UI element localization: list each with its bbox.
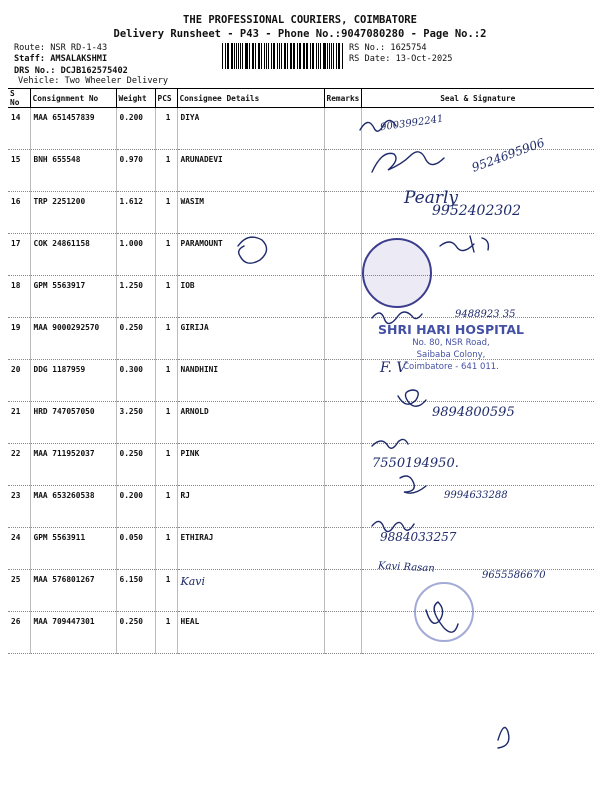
cell-pcs: 1	[155, 318, 177, 360]
hw-phone-23: 9994633288	[444, 490, 508, 501]
cell-sno: 24	[8, 528, 30, 570]
cell-weight: 0.200	[116, 108, 155, 150]
hospital-address-2: Saibaba Colony,	[416, 350, 486, 360]
signature-17b	[440, 236, 488, 252]
cell-pcs: 1	[155, 570, 177, 612]
cell-sno: 20	[8, 360, 30, 402]
signature-23	[400, 476, 426, 493]
cell-name: WASIM	[177, 192, 324, 234]
col-pcs: PCS	[155, 89, 177, 108]
hw-phone-22: 7550194950.	[372, 456, 459, 471]
cell-weight: 6.150	[116, 570, 155, 612]
cell-cons: MAA 653260538	[30, 486, 116, 528]
cell-name: PINK	[177, 444, 324, 486]
cell-sno: 16	[8, 192, 30, 234]
cell-cons: GPM 5563911	[30, 528, 116, 570]
cell-cons: MAA 709447301	[30, 612, 116, 654]
cell-name: DIYA	[177, 108, 324, 150]
cell-weight: 0.050	[116, 528, 155, 570]
cell-cons: BNH 655548	[30, 150, 116, 192]
company-title: THE PROFESSIONAL COURIERS, COIMBATORE	[183, 14, 417, 26]
cell-pcs: 1	[155, 360, 177, 402]
cell-sno: 14	[8, 108, 30, 150]
signature-17	[238, 237, 267, 263]
cell-sno: 18	[8, 276, 30, 318]
cell-cons: MAA 651457839	[30, 108, 116, 150]
hospital-address-3: Coimbatore - 641 011.	[403, 362, 499, 372]
hw-sign-20: F. V	[380, 360, 407, 376]
hw-phone-19: 9488923 35	[455, 309, 516, 320]
route-label: Route: NSR RD-1-43	[14, 43, 108, 53]
signature-14	[360, 120, 396, 131]
signature-22	[372, 439, 408, 448]
cell-name: HEAL	[177, 612, 324, 654]
cell-pcs: 1	[155, 276, 177, 318]
cell-name: IOB	[177, 276, 324, 318]
cell-name: GIRIJA	[177, 318, 324, 360]
signature-19	[372, 312, 422, 324]
signature-15	[372, 152, 444, 172]
cell-weight: 0.250	[116, 318, 155, 360]
cell-pcs: 1	[155, 444, 177, 486]
cell-cons: TRP 2251200	[30, 192, 116, 234]
cell-weight: 0.250	[116, 444, 155, 486]
cell-cons: HRD 747057050	[30, 402, 116, 444]
hw-name-25: Kavi Rasan	[377, 560, 435, 575]
hw-phone-15: 9524695906	[469, 135, 547, 175]
cell-sno: 26	[8, 612, 30, 654]
cell-name: RJ	[177, 486, 324, 528]
cell-cons: COK 24861158	[30, 234, 116, 276]
cell-weight: 1.000	[116, 234, 155, 276]
cell-pcs: 1	[155, 612, 177, 654]
signature-24	[372, 521, 414, 531]
col-consignee: Consignee Details	[177, 89, 324, 108]
cell-weight: 0.970	[116, 150, 155, 192]
cell-name: Kavi	[177, 570, 324, 612]
cell-name: ARNOLD	[177, 402, 324, 444]
rs-date: RS Date: 13-Oct-2025	[349, 54, 453, 64]
cell-sno: 15	[8, 150, 30, 192]
cell-pcs: 1	[155, 192, 177, 234]
cell-pcs: 1	[155, 234, 177, 276]
hw-phone-24: 9884033257	[380, 530, 457, 544]
col-sno: S No	[8, 89, 30, 108]
col-weight: Weight	[116, 89, 155, 108]
cell-sno: 22	[8, 444, 30, 486]
cell-pcs: 1	[155, 486, 177, 528]
mark-bottom	[498, 728, 509, 749]
cell-name: ETHIRAJ	[177, 528, 324, 570]
staff-label: Staff: AMSALAKSHMI	[14, 54, 108, 64]
cell-weight: 3.250	[116, 402, 155, 444]
cell-weight: 1.250	[116, 276, 155, 318]
cell-pcs: 1	[155, 150, 177, 192]
cell-pcs: 1	[155, 108, 177, 150]
cell-name: NANDHINI	[177, 360, 324, 402]
cell-pcs: 1	[155, 528, 177, 570]
cell-cons: DDG 1187959	[30, 360, 116, 402]
cell-weight: 0.250	[116, 612, 155, 654]
rs-number: RS No.: 1625754	[349, 43, 427, 53]
hospital-address-1: No. 80, NSR Road,	[412, 338, 490, 348]
vehicle-label: Vehicle: Two Wheeler Delivery	[18, 76, 169, 86]
cell-name: PARAMOUNT	[177, 234, 324, 276]
cell-sno: 19	[8, 318, 30, 360]
cell-cons: GPM 5563917	[30, 276, 116, 318]
cell-sno: 23	[8, 486, 30, 528]
cell-weight: 1.612	[116, 192, 155, 234]
cell-sno: 21	[8, 402, 30, 444]
cell-weight: 0.300	[116, 360, 155, 402]
runsheet-title: Delivery Runsheet - P43 - Phone No.:9047080280 - Page No.:2	[113, 28, 487, 40]
signature-21	[398, 390, 426, 406]
drs-label: DRS No.: DCJB162575402	[14, 66, 128, 76]
signature-26	[426, 602, 458, 632]
cell-name: ARUNADEVI	[177, 150, 324, 192]
col-consignment: Consignment No	[30, 89, 116, 108]
col-remarks: Remarks	[324, 89, 361, 108]
col-signature: Seal & Signature	[361, 89, 594, 108]
cell-pcs: 1	[155, 402, 177, 444]
cell-cons: MAA 576801267	[30, 570, 116, 612]
hw-name-16: Pearly	[404, 188, 459, 208]
cell-cons: MAA 9000292570	[30, 318, 116, 360]
cell-sno: 17	[8, 234, 30, 276]
hw-phone-21: 9894800595	[432, 405, 515, 420]
hw-phone-16: 9952402302	[432, 203, 522, 219]
hw-phone-14: 9003992241	[379, 113, 445, 134]
hospital-name: SHRI HARI HOSPITAL	[378, 322, 524, 337]
cell-weight: 0.200	[116, 486, 155, 528]
hw-phone-25: 9655586670	[482, 570, 546, 581]
cell-cons: MAA 711952037	[30, 444, 116, 486]
cell-sno: 25	[8, 570, 30, 612]
